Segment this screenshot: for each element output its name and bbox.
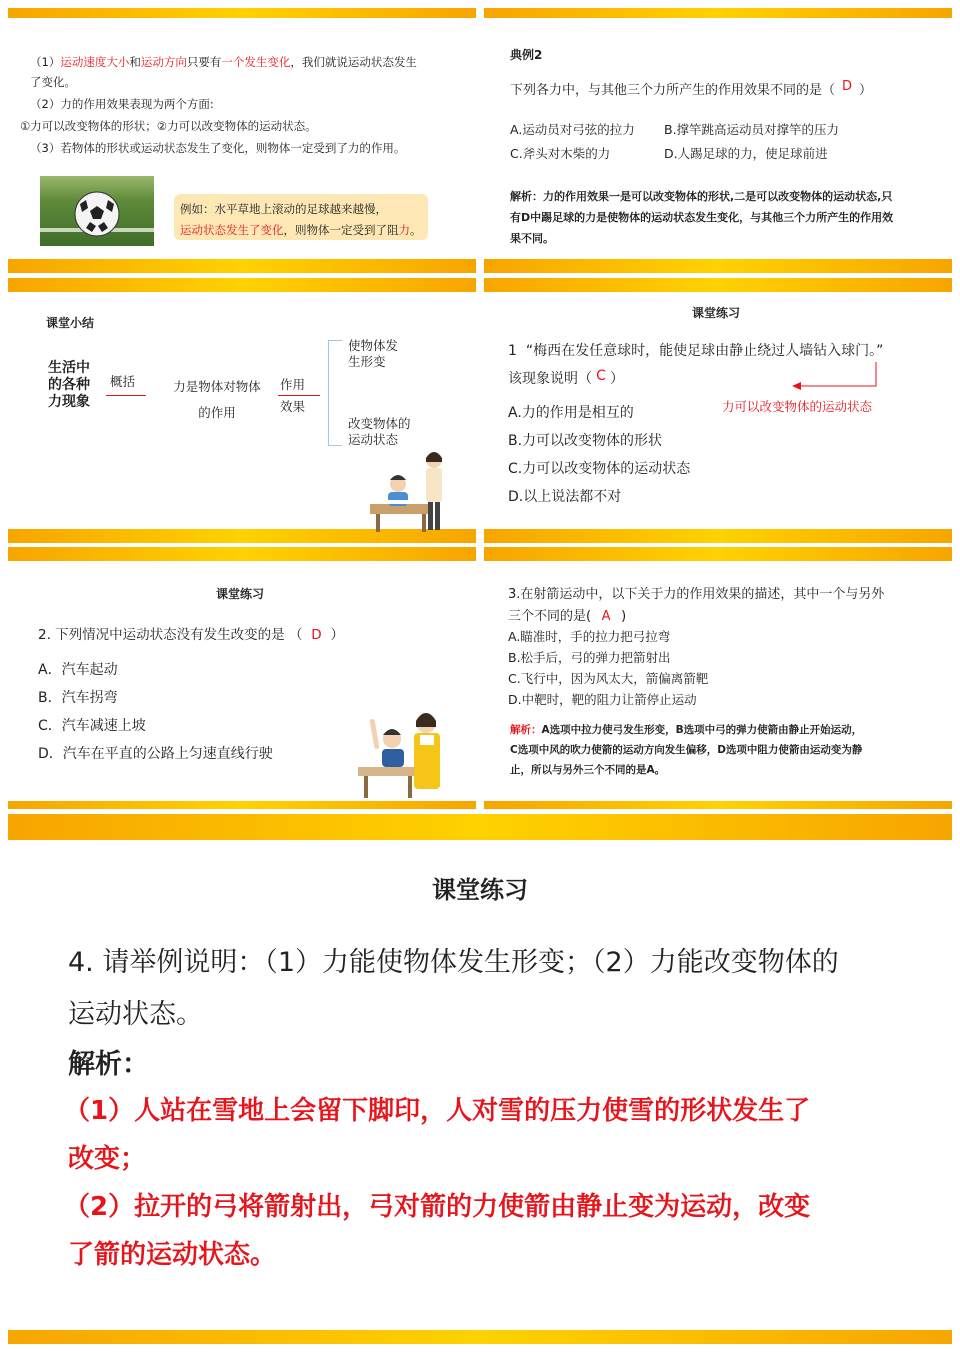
text: 下列各力中，与其他三个力所产生的作用效果不同的是（ — [510, 83, 836, 98]
option-b: B.撑竿跳高运动员对撑竿的压力 — [664, 122, 840, 137]
analysis-label: 解析： — [68, 1049, 149, 1080]
slide-1-point-2-detail: ①力可以改变物体的形状；②力可以改变物体的运动状态。 — [20, 119, 317, 133]
option-a: A.力的作用是相互的 — [508, 405, 634, 421]
slide-4 — [484, 278, 952, 543]
slide-2-title: 典例2 — [510, 48, 543, 62]
text: 。 — [410, 223, 422, 237]
branch-deform — [348, 338, 398, 370]
option-a: A.运动员对弓弦的拉力 — [510, 122, 635, 137]
highlight: 力 — [398, 223, 410, 237]
highlight: 运动状态发生了变化 — [180, 223, 284, 237]
option-a: A.瞄准时，手的拉力把弓拉弯 — [508, 629, 671, 644]
analysis-line-3: 止，所以与另外三个不同的是A。 — [510, 764, 666, 776]
soccer-ball-icon — [40, 176, 154, 246]
text: 三个不同的是( — [508, 609, 592, 624]
option-a: A．汽车起动 — [38, 662, 118, 678]
summarize-label: 概括 — [110, 374, 136, 389]
slide-3 — [8, 278, 476, 543]
bracket-top — [328, 340, 342, 341]
slide-1-bottom-bar — [8, 259, 476, 273]
slide-1-point-3: （3）若物体的形状或运动状态发生了变化，则物体一定受到了力的作用。 — [30, 141, 406, 155]
analysis-line-3: 果不同。 — [510, 232, 554, 245]
effect-line: 作用 — [280, 377, 306, 392]
text: A选项中拉力使弓发生形变，B选项中弓的弹力使箭由静止开始运动， — [541, 724, 863, 736]
option-b: B.松手后，弓的弹力把箭射出 — [508, 650, 671, 665]
concept-line: 的作用 — [198, 405, 236, 420]
slide-7-bottom-bar — [8, 1330, 952, 1344]
branch-line: 运动状态 — [348, 432, 399, 447]
option-c: C.力可以改变物体的运动状态 — [508, 461, 691, 477]
text: ，我们就说运动状态发生 — [290, 55, 417, 69]
analysis-line-1 — [510, 720, 862, 740]
example-line-2 — [180, 221, 422, 239]
highlight: 运动速度大小 — [60, 55, 130, 69]
slide-4-bottom-bar — [484, 529, 952, 543]
answer-2-line-2: 了箭的运动状态。 — [68, 1240, 277, 1270]
bracket — [328, 340, 329, 446]
text: ) — [621, 609, 627, 624]
analysis-line-2: 有D中踢足球的力是使物体的运动状态发生变化，与其他三个力所产生的作用效 — [510, 211, 894, 224]
example-line-1: 例如：水平草地上滚动的足球越来越慢， — [180, 202, 387, 216]
slide-1-point-2: （2）力的作用效果表现为两个方面: — [30, 97, 214, 111]
student-raising-hand-illustration — [358, 707, 450, 801]
question-line-2 — [508, 605, 626, 624]
option-c: C．汽车减速上坡 — [38, 718, 146, 734]
slide-7-title: 课堂练习 — [432, 876, 528, 904]
slide-1-top-bar — [8, 8, 476, 18]
slide-3-title: 课堂小结 — [46, 316, 95, 330]
slide-2-question — [510, 79, 872, 98]
slide-2-bottom-bar — [484, 259, 952, 273]
text: ） — [859, 83, 873, 98]
text: 只要有 — [186, 55, 222, 69]
summary-root — [48, 360, 90, 411]
answer: C — [596, 368, 606, 384]
answer: A — [601, 609, 611, 624]
answer: D — [311, 627, 322, 643]
effect-line: 效果 — [280, 399, 306, 414]
root-line: 的各种 — [48, 377, 90, 393]
slide-3-top-bar — [8, 278, 476, 292]
question-line-2: 运动状态。 — [68, 999, 203, 1030]
slide-6-top-bar — [484, 547, 952, 561]
slide-5-title: 课堂练习 — [216, 587, 265, 601]
option-c: C.斧头对木柴的力 — [510, 146, 611, 161]
annotation-arrow — [788, 360, 888, 394]
concept-line: 力是物体对物体 — [173, 379, 261, 394]
option-d: D．汽车在平直的公路上匀速直线行驶 — [38, 746, 273, 762]
text: “梅西在发任意球时，能使足球由静止绕过人墙钻入球门。” — [525, 343, 884, 359]
text: ，则物体一定受到了阻 — [283, 223, 399, 237]
arrow-line — [106, 395, 146, 396]
option-b: B．汽车拐弯 — [38, 690, 118, 706]
highlight: 运动方向 — [140, 55, 187, 69]
slide-4-top-bar — [484, 278, 952, 292]
effect-label — [280, 374, 305, 418]
slide-4-title: 课堂练习 — [692, 306, 741, 320]
slide-2 — [484, 8, 952, 273]
soccer-ball-photo — [40, 176, 154, 246]
text: 和 — [129, 55, 141, 69]
root-line: 生活中 — [48, 360, 90, 376]
root-line: 力现象 — [48, 394, 90, 410]
answer-1-line-1: （1）人站在雪地上会留下脚印，人对雪的压力使雪的形状发生了 — [64, 1096, 811, 1126]
annotation-note: 力可以改变物体的运动状态 — [722, 399, 873, 414]
question-line-1: 4. 请举例说明：（1）力能使物体发生形变；（2）力能改变物体的 — [68, 947, 839, 978]
slide-7-top-bar — [8, 814, 952, 840]
analysis-line-1: 解析：力的作用效果一是可以改变物体的形状,二是可以改变物体的运动状态,只 — [510, 190, 893, 203]
slide-1-point-1 — [30, 52, 417, 72]
slide-1 — [8, 8, 476, 273]
slide-1-point-1-cont: 了变化。 — [30, 75, 76, 89]
text: 该现象说明（ — [508, 371, 592, 387]
slide-5-top-bar — [8, 547, 476, 561]
arrow-line — [278, 395, 320, 396]
answer-2-line-1: （2）拉开的弓将箭射出，弓对箭的力使箭由静止变为运动，改变 — [64, 1192, 811, 1222]
analysis-line-2: C选项中风的吹力使箭的运动方向发生偏移，D选项中阻力使箭由运动变为静 — [510, 744, 863, 756]
question-line-1: 3.在射箭运动中，以下关于力的作用效果的描述，其中一个与另外 — [508, 587, 885, 602]
answer-1-line-2: 改变； — [68, 1144, 147, 1174]
highlight: 一个发生变化 — [221, 55, 291, 69]
answer: D — [842, 79, 853, 94]
slide-5-bottom-bar — [8, 801, 476, 809]
teacher-student-illustration — [368, 446, 464, 534]
branch-line: 改变物体的 — [348, 416, 411, 431]
branch-line: 使物体发 — [348, 338, 399, 353]
concept — [162, 374, 272, 426]
slide-6 — [484, 547, 952, 809]
branch-motion — [348, 416, 411, 448]
slide-6-bottom-bar — [484, 801, 952, 809]
question-line-2 — [508, 368, 624, 388]
option-d: D.中靶时，靶的阻力让箭停止运动 — [508, 692, 697, 707]
slide-7 — [8, 814, 952, 1344]
question-number: 1 — [508, 343, 517, 359]
option-c: C.飞行中，因为风太大，箭偏离箭靶 — [508, 671, 709, 686]
bracket-bottom — [328, 445, 342, 446]
text: 2. 下列情况中运动状态没有发生改变的是 （ — [38, 627, 303, 643]
option-b: B.力可以改变物体的形状 — [508, 433, 663, 449]
option-d: D.人踢足球的力，使足球前进 — [664, 146, 828, 161]
text: ） — [330, 627, 344, 643]
option-d: D.以上说法都不对 — [508, 489, 622, 505]
question-line-1 — [508, 340, 883, 360]
analysis-label: 解析： — [510, 724, 542, 736]
text: ） — [610, 371, 624, 387]
question — [38, 623, 344, 643]
branch-line: 生形变 — [348, 354, 386, 369]
slide-2-top-bar — [484, 8, 952, 18]
slide-5 — [8, 547, 476, 809]
text: （1） — [30, 55, 61, 69]
